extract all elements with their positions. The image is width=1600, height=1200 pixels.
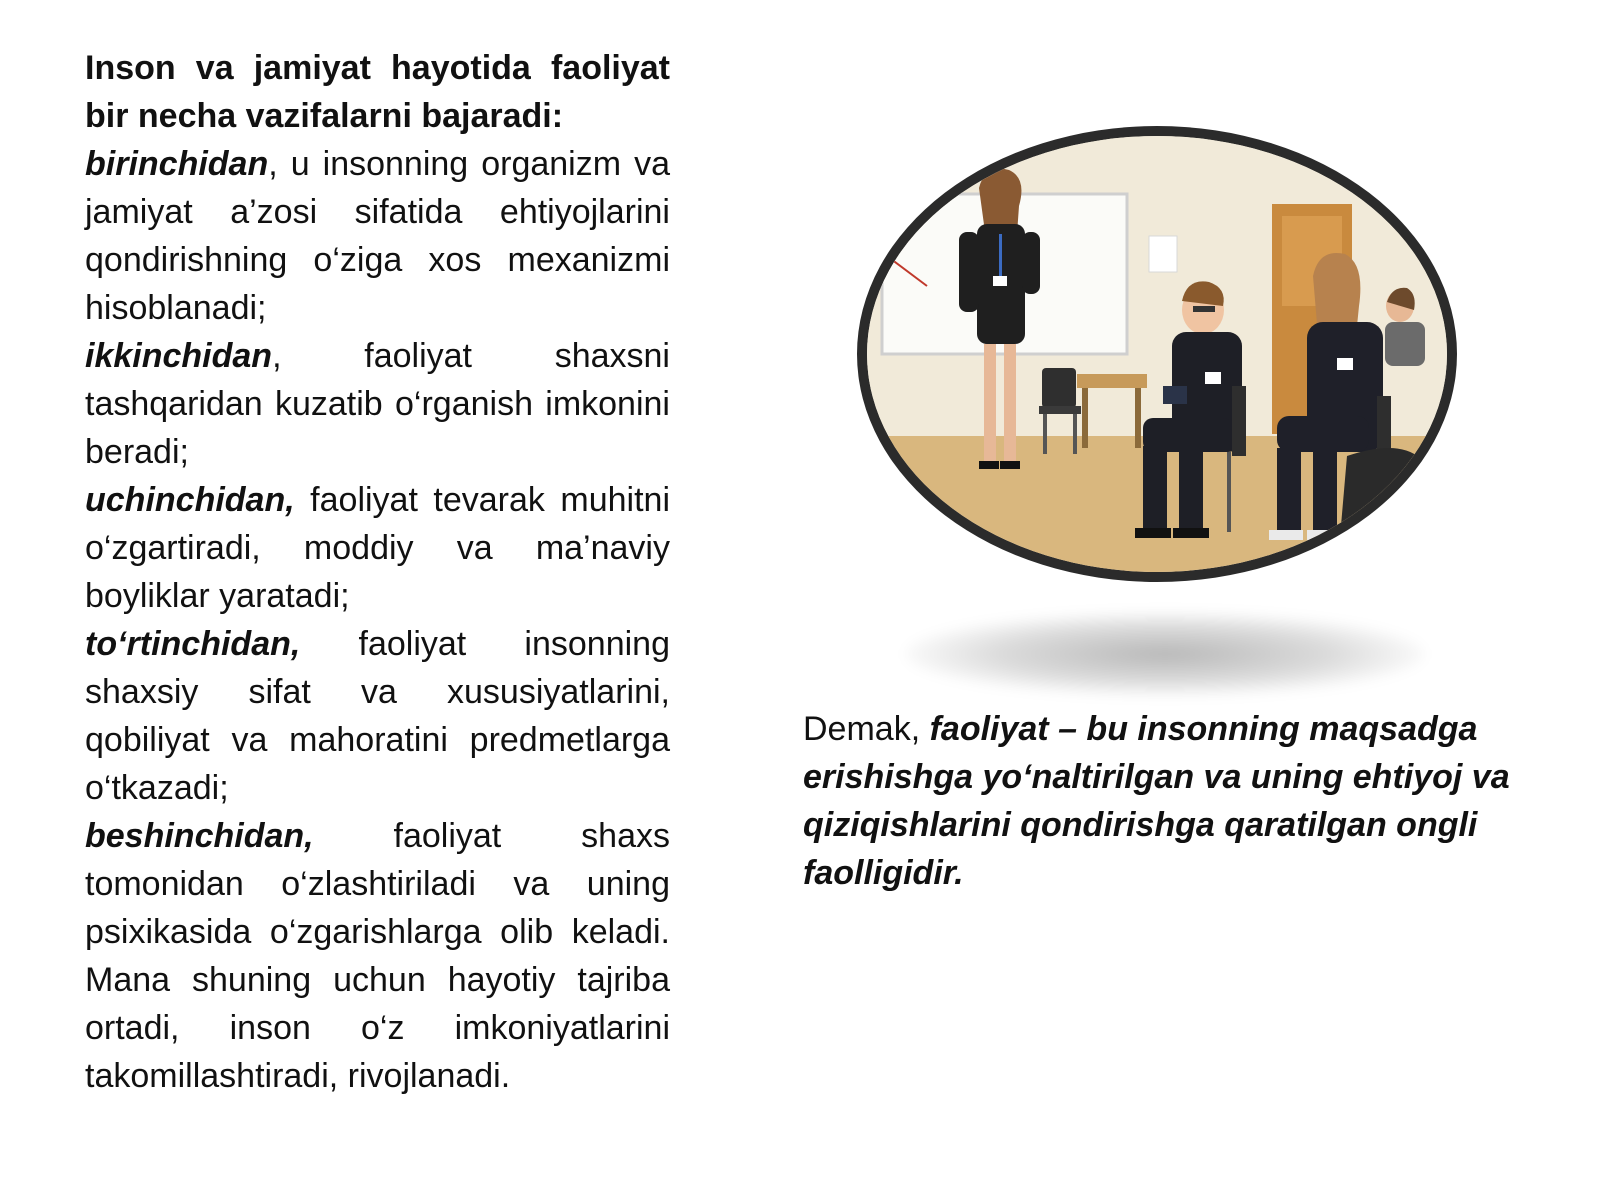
- function-item-5: [85, 812, 670, 1100]
- function-item-1: [85, 140, 670, 332]
- function-item-lead: uchinchidan,: [85, 481, 295, 519]
- activity-definition: faoliyat – bu insonning maqsadga erishishga yo‘naltirilgan va uning ehtiyoj va qiziqishlarini qondirishga qaratilgan ongli faolligidir.: [803, 710, 1510, 892]
- photo-oval-frame: [857, 126, 1457, 582]
- function-item-text: , u insonning organizm va jamiyat a’zosi sifatida ehtiyojlarini qondirishning o‘ziga xos mexanizmi hisoblanadi;: [85, 145, 670, 327]
- conclusion-text: [803, 705, 1543, 897]
- function-item-text: faoliyat tevarak muhitni o‘zgartiradi, moddiy va ma’naviy boyliklar yaratadi;: [85, 481, 670, 615]
- function-item-lead: beshinchidan,: [85, 817, 314, 855]
- function-item-3: [85, 476, 670, 620]
- functions-heading: Inson va jamiyat hayotida faoliyat bir necha vazifalarni bajaradi:: [85, 49, 670, 135]
- conclusion-prefix: Demak,: [803, 710, 930, 748]
- function-item-lead: ikkinchidan: [85, 337, 273, 375]
- classroom-photo-icon: [867, 136, 1447, 572]
- function-item-lead: to‘rtinchidan,: [85, 625, 301, 663]
- photo-shadow: [905, 612, 1425, 696]
- function-item-2: [85, 332, 670, 476]
- classroom-photo: [857, 126, 1457, 582]
- function-item-text: , faoliyat shaxsni tashqaridan kuzatib o‘rganish imkonini beradi;: [85, 337, 670, 471]
- function-item-4: [85, 620, 670, 812]
- function-item-text: faoliyat insonning shaxsiy sifat va xususiyatlarini, qobiliyat va mahoratini predmetlarga o‘tkazadi;: [85, 625, 670, 807]
- functions-text-block: [85, 44, 670, 1100]
- function-item-lead: birinchidan: [85, 145, 269, 183]
- function-item-text: faoliyat shaxs tomonidan o‘zlashtiriladi va uning psixikasida o‘zgarishlarga olib keladi. Mana shuning uchun hayotiy tajriba ortadi, inson o‘z imkoniyatlarini takomillashtiradi, rivojlanadi.: [85, 817, 670, 1095]
